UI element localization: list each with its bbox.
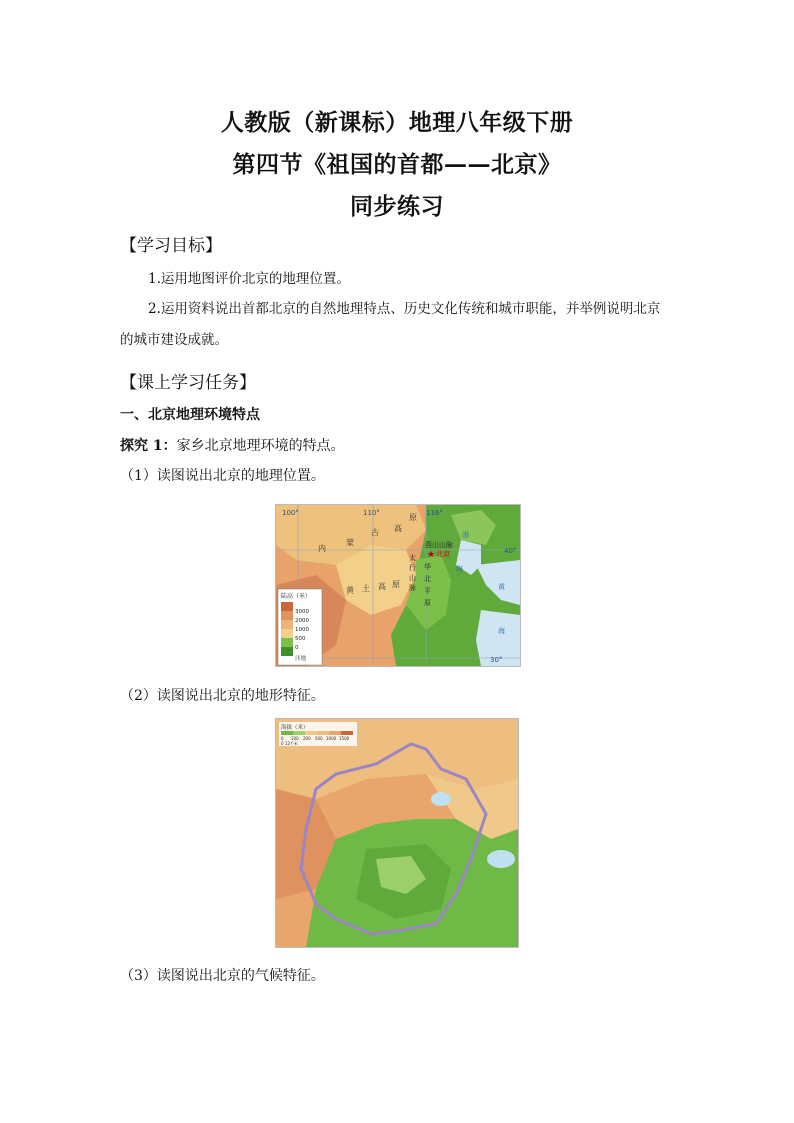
plain-char-1: 华 — [424, 563, 431, 571]
taihang-char-3: 山 — [409, 574, 416, 582]
explore-label: 探究 1： — [120, 438, 177, 454]
taihang-char-1: 太 — [409, 554, 416, 562]
doc-title-line1: 人教版（新课标）地理八年级下册 — [220, 109, 574, 136]
question-1: （1）读图说出北京的地理位置。 — [120, 468, 325, 484]
region-char-6: 黄 — [346, 586, 354, 595]
map2-legend-1: 0 — [281, 736, 284, 741]
sea-char-2: 海 — [456, 565, 463, 573]
map2-legend-3: 200 — [303, 736, 311, 741]
question-2: （2）读图说出北京的地形特征。 — [120, 688, 325, 704]
doc-title-line2: 第四节《祖国的首都——北京》 — [232, 151, 562, 178]
objectives-heading: 【学习目标】 — [120, 236, 222, 256]
map2-scale: 0 12千米 — [281, 741, 298, 746]
doc-title-line3: 同步练习 — [350, 193, 444, 220]
question-3: （3）读图说出北京的气候特征。 — [120, 968, 325, 984]
star-icon: ★ — [427, 550, 436, 560]
legend-value-1: 3000 — [295, 609, 309, 615]
region-char-5: 原 — [409, 513, 417, 522]
lon-label-100: 100° — [282, 509, 299, 517]
sea-char-4: 海 — [498, 627, 505, 635]
lon-label-110: 110° — [363, 509, 380, 517]
yanshan-label: 燕山山脉 — [425, 541, 453, 549]
legend-value-2: 2000 — [295, 618, 309, 624]
region-char-8: 高 — [378, 582, 386, 591]
lat-label-40: 40° — [504, 547, 517, 555]
region-char-7: 土 — [362, 584, 370, 593]
taihang-char-4: 脉 — [409, 584, 416, 592]
plain-char-3: 平 — [424, 587, 431, 595]
taihang-char-2: 行 — [409, 564, 416, 572]
map2-legend-4: 500 — [315, 736, 323, 741]
legend-value-6: 洼地 — [295, 656, 307, 662]
lat-label-30: 30° — [490, 656, 503, 664]
legend-title: 陆高（米） — [281, 593, 312, 600]
region-char-4: 高 — [394, 524, 402, 533]
explore-1 — [120, 435, 345, 455]
objective-1: 1.运用地图评价北京的地理位置。 — [148, 271, 350, 287]
region-char-9: 原 — [392, 580, 400, 589]
objective-2b: 的城市建设成就。 — [120, 332, 228, 348]
map2-legend-5: 1000 — [326, 736, 337, 741]
plain-char-2: 北 — [424, 575, 431, 583]
sea-char-1: 渤 — [462, 531, 469, 539]
map2-legend-2: 100 — [291, 736, 299, 741]
explore-text: 家乡北京地理环境的特点。 — [176, 438, 345, 454]
beijing-label: 北京 — [436, 550, 450, 558]
north-china-relief-map — [275, 504, 521, 667]
map2-legend — [279, 722, 357, 746]
lon-label-116: 116° — [426, 509, 443, 517]
tasks-heading: 【课上学习任务】 — [120, 373, 256, 393]
region-char-2: 蒙 — [346, 538, 354, 547]
map1-legend — [278, 589, 322, 665]
plain-char-4: 原 — [424, 599, 431, 607]
legend-value-3: 1000 — [295, 627, 309, 633]
legend-value-5: 0 — [295, 645, 299, 651]
sea-char-3: 黄 — [498, 583, 505, 591]
map2-legend-6: 1500 — [339, 736, 350, 741]
objective-2a: 2.运用资料说出首都北京的自然地理特点、历史文化传统和城市职能，并举例说明北京 — [148, 301, 661, 317]
legend-value-4: 500 — [295, 636, 306, 642]
map2-legend-title: 海拔（米） — [281, 725, 309, 731]
beijing-terrain-map — [275, 718, 519, 948]
section-1-title: 一、北京地理环境特点 — [120, 407, 260, 423]
region-char-3: 古 — [371, 528, 379, 537]
region-char-1: 内 — [318, 544, 326, 553]
